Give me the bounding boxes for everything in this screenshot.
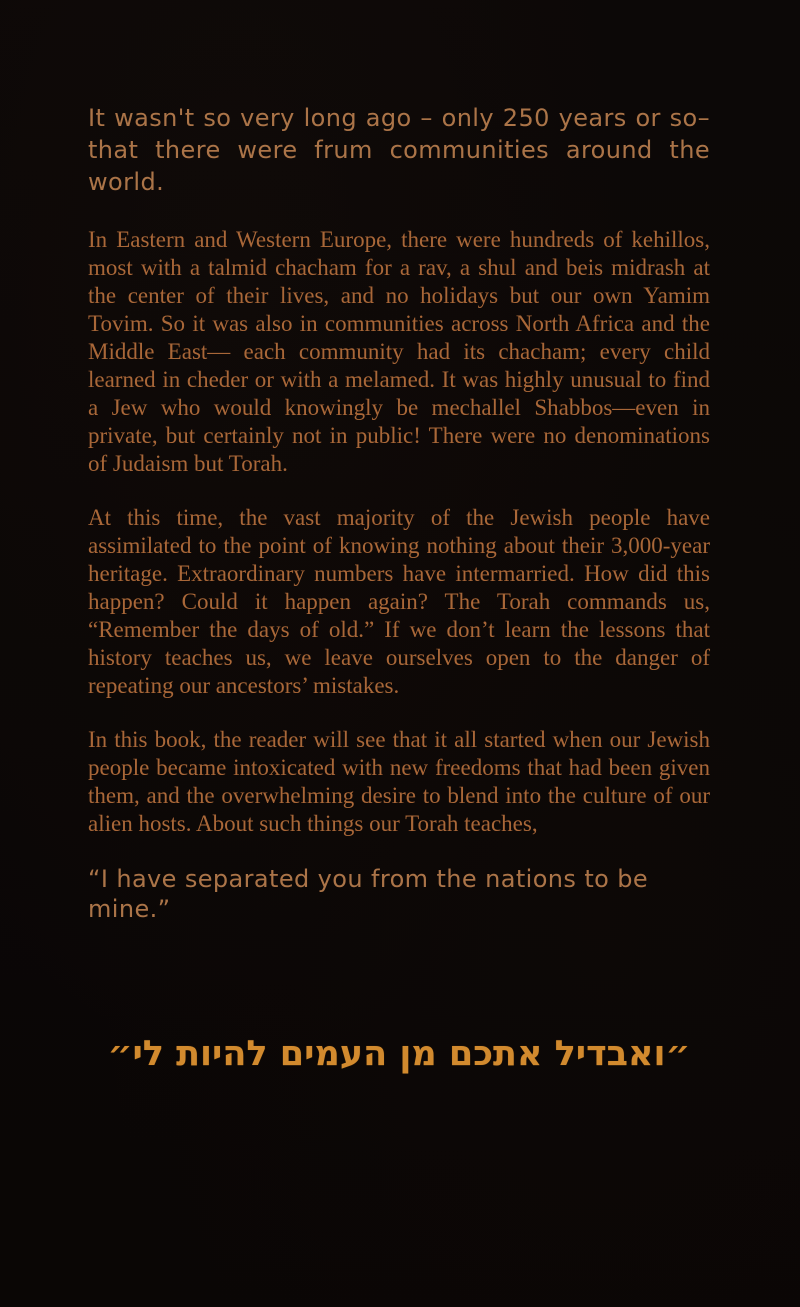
english-torah-quote: “I have separated you from the nations to be mine.” [88,865,649,923]
body-paragraph-assimilation: At this time, the vast majority of the Jewish people have assimilated to the point of knowing nothing about their 3,000-year heritage. Extraordinary numbers have intermarried. How did this happen? Could it happen again? The Torah commands us, “Remember the days of old.” If we don’t learn the lessons that history teaches us, we leave ourselves open to the danger of repeating our ancestors’ mistakes. [88,505,710,698]
body-paragraph-communities: In Eastern and Western Europe, there were hundreds of kehillos, most with a talmid chacham for a rav, a shul and beis midrash at the center of their lives, and no holidays but our own Yamim Tovim. So it was also in communities across North Africa and the Middle East— each community had its chacham; every child learned in cheder or with a melamed. It was highly unusual to find a Jew who would knowingly be mechallel Shabbos—even in private, but certainly not in public! There were no denominations of Judaism but Torah. [88,227,710,476]
hebrew-torah-quote: ״ואבדיל אתכם מן העמים להיות לי״ [107,1034,691,1074]
body-paragraph-book-theme: In this book, the reader will see that it all started when our Jewish people became intoxicated with new freedoms that had been given them, and the overwhelming desire to blend into the culture of our alien hosts. About such things our Torah teaches, [88,727,710,836]
intro-paragraph: It wasn't so very long ago – only 250 years or so–that there were frum communities around the world. [88,104,710,196]
